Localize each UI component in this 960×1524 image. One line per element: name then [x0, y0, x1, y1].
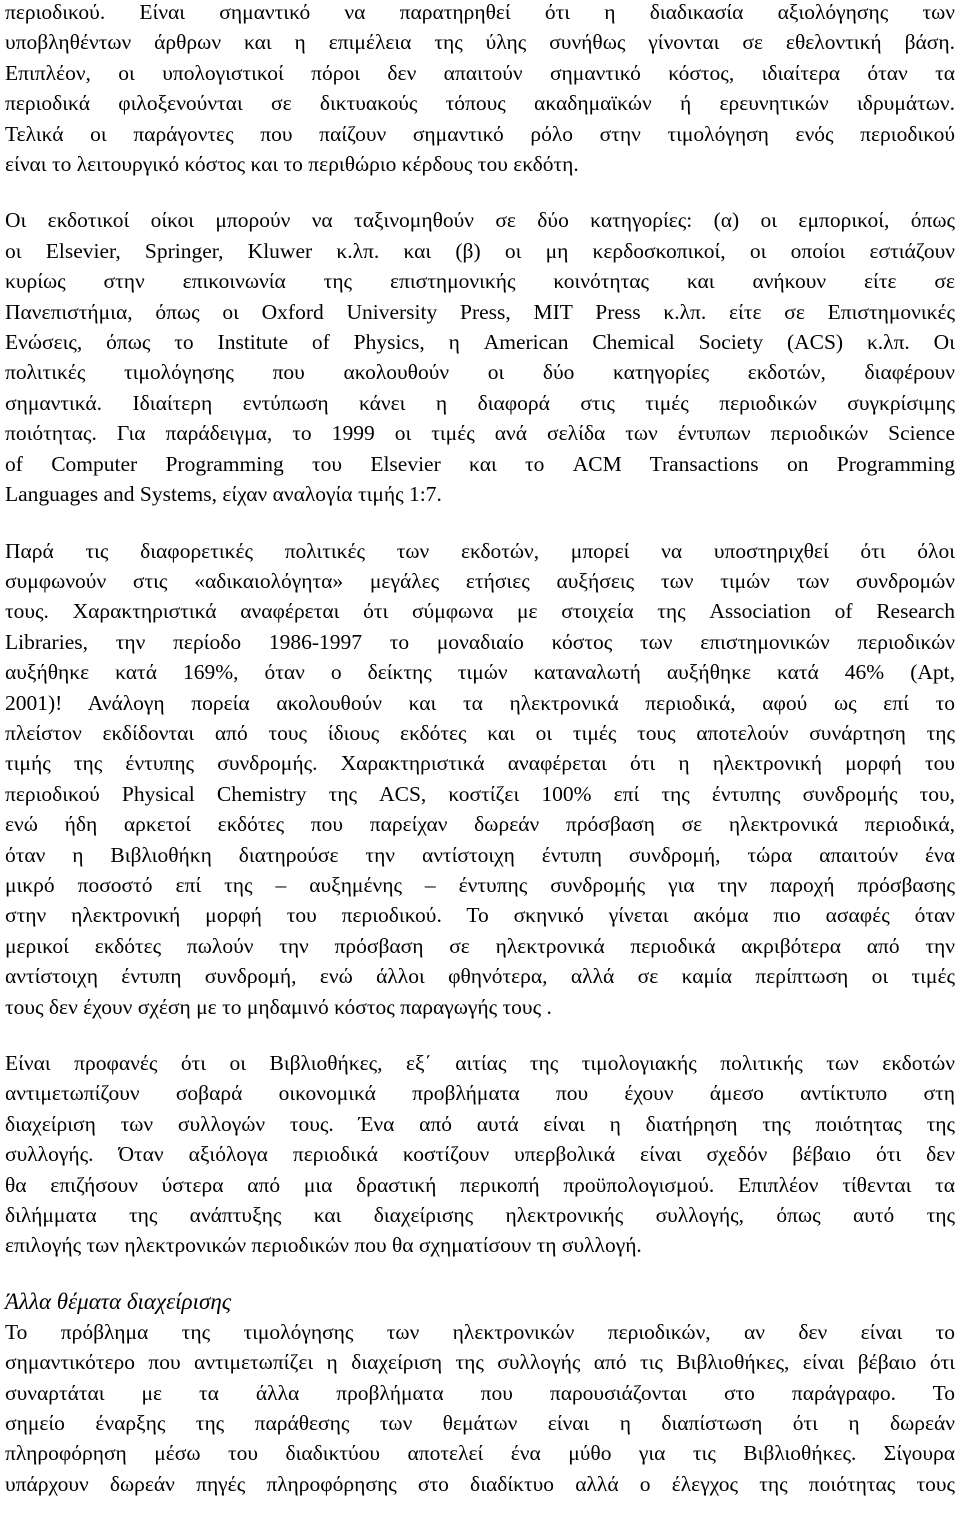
text-line: αντίστοιχη έντυπη συνδρομή, ενώ άλλοι φθηνότερα, αλλά σε καμία περίπτωση οι τιμές [5, 964, 955, 989]
text-line: όταν η Βιβλιοθήκη διατηρούσε την αντίστοιχη έντυπη συνδρομή, τώρα απαιτούν ένα [5, 842, 955, 867]
text-line: Πανεπιστήμια, όπως οι Oxford University Press, MIT Press κ.λπ. είτε σε Επιστημονικές [5, 299, 955, 324]
paragraph-4 [5, 1048, 955, 1261]
text-line: συλλογής. Όταν αξιόλογα περιοδικά κοστίζουν υπερβολικά είναι σχεδόν βέβαιο ότι δεν [5, 1142, 955, 1167]
text-line: σημαντικότερο που αντιμετωπίζει η διαχείριση της συλλογής από τις Βιβλιοθήκες, είναι βέβαιο ότι [5, 1350, 955, 1375]
text-line: Ενώσεις, όπως το Institute of Physics, η American Chemical Society (ACS) κ.λπ. Οι [5, 330, 955, 355]
text-line: θα επιζήσουν ύστερα από μια δραστική περικοπή προϋπολογισμού. Επιπλέον τίθενται τα [5, 1172, 955, 1197]
text-line: πολιτικές τιμολόγησης που ακολουθούν οι δύο κατηγορίες εκδοτών, διαφέρουν [5, 360, 955, 385]
text-line: συμφωνούν στις «αδικαιολόγητα» μεγάλες ετήσιες αυξήσεις των τιμών των συνδρομών [5, 568, 955, 593]
text-line: τους δεν έχουν σχέση με το μηδαμινό κόστος παραγωγής τους . [5, 994, 552, 1019]
text-line: επιλογής των ηλεκτρονικών περιοδικών που θα σχηματίσουν τη συλλογή. [5, 1233, 642, 1258]
text-line: περιοδικού Physical Chemistry της ACS, κοστίζει 100% επί της έντυπης συνδρομής του, [5, 781, 955, 806]
text-line: υπάρχουν δωρεάν πηγές πληροφόρησης στο διαδίκτυο αλλά ο έλεγχος της ποιότητας τους [5, 1471, 955, 1496]
text-line: είναι το λειτουργικό κόστος και το περιθώριο κέρδους του εκδότη. [5, 152, 579, 177]
text-line: περιοδικού. Είναι σημαντικό να παρατηρηθεί ότι η διαδικασία αξιολόγησης των [5, 0, 955, 24]
text-line: οι Elsevier, Springer, Kluwer κ.λπ. και (β) οι μη κερδοσκοπικοί, οι οποίοι εστιάζουν [5, 238, 955, 263]
text-line: Libraries, την περίοδο 1986-1997 το μοναδιαίο κόστος των επιστημονικών περιοδικών [5, 629, 955, 654]
text-line: διαχείριση των συλλογών τους. Ένα από αυτά είναι η διατήρηση της ποιότητας της [5, 1111, 955, 1136]
text-line: Το πρόβλημα της τιμολόγησης των ηλεκτρονικών περιοδικών, αν δεν είναι το [5, 1319, 955, 1344]
paragraph-2 [5, 205, 955, 509]
text-line: of Computer Programming του Elsevier και το ACM Transactions on Programming [5, 451, 955, 476]
section-heading: Άλλα θέματα διαχείρισης [5, 1288, 232, 1314]
text-line: σημείο έναρξης της παράθεσης των θεμάτων είναι η διαπίστωση ότι η δωρεάν [5, 1411, 955, 1436]
text-line: Languages and Systems, είχαν αναλογία τιμής 1:7. [5, 482, 442, 507]
text-line: κυρίως στην επικοινωνία της επιστημονικής κοινότητας και ανήκουν είτε σε [5, 269, 955, 294]
text-line: Είναι προφανές ότι οι Βιβλιοθήκες, εξ΄ αιτίας της τιμολογιακής πολιτικής των εκδοτών [5, 1051, 955, 1075]
text-line: Παρά τις διαφορετικές πολιτικές των εκδοτών, μπορεί να υποστηριχθεί ότι όλοι [5, 538, 955, 563]
text-line: Επιπλέον, οι υπολογιστικοί πόροι δεν απαιτούν σημαντικό κόστος, ιδιαίτερα όταν τα [5, 60, 955, 85]
text-line: στην ηλεκτρονική μορφή του περιοδικού. Το σκηνικό γίνεται ακόμα πιο ασαφές όταν [5, 903, 955, 928]
text-line: Οι εκδοτικοί οίκοι μπορούν να ταξινομηθούν σε δύο κατηγορίες: (α) οι εμπορικοί, όπως [5, 208, 955, 233]
text-line: τιμής της έντυπης συνδρομής. Χαρακτηριστικά αναφέρεται ότι η ηλεκτρονική μορφή του [5, 751, 955, 776]
text-line: τους. Χαρακτηριστικά αναφέρεται ότι σύμφωνα με στοιχεία της Association of Research [5, 599, 955, 624]
text-line: αντιμετωπίζουν σοβαρά οικονομικά προβλήματα που έχουν άμεσο αντίκτυπο στη [5, 1081, 955, 1106]
section-paragraph [5, 1317, 955, 1499]
text-line: ποιότητας. Για παράδειγμα, το 1999 οι τιμές ανά σελίδα των έντυπων περιοδικών Science [5, 421, 955, 446]
paragraph-1 [5, 0, 955, 179]
text-line: 2001)! Ανάλογη πορεία ακολουθούν και τα ηλεκτρονικά περιοδικά, αφού ως επί το [5, 690, 955, 715]
text-line: πλείστον εκδίδονται από τους ίδιους εκδότες και οι τιμές τους αποτελούν συνάρτηση της [5, 720, 955, 745]
text-line: υποβληθέντων άρθρων και η επιμέλεια της ύλης συνήθως γίνονται σε εθελοντική βάση. [5, 30, 955, 55]
text-line: διλήμματα της ανάπτυξης και διαχείρισης ηλεκτρονικής συλλογής, όπως αυτό της [5, 1203, 955, 1228]
text-line: περιοδικά φιλοξενούνται σε δικτυακούς τόπους ακαδημαϊκών ή ερευνητικών ιδρυμάτων. [5, 91, 955, 116]
text-line: μικρό ποσοστό επί της – αυξημένης – έντυπης συνδρομής για την παροχή πρόσβασης [5, 872, 955, 897]
text-line: ενώ ήδη αρκετοί εκδότες που παρείχαν δωρεάν πρόσβαση σε ηλεκτρονικά περιοδικά, [5, 812, 955, 837]
text-line: μερικοί εκδότες πωλούν την πρόσβαση σε ηλεκτρονικά περιοδικά ακριβότερα από την [5, 933, 955, 958]
text-line: αυξήθηκε κατά 169%, όταν ο δείκτης τιμών καταναλωτή αυξήθηκε κατά 46% (Apt, [5, 660, 955, 685]
text-line: Τελικά οι παράγοντες που παίζουν σημαντικό ρόλο στην τιμολόγηση ενός περιοδικού [5, 121, 955, 146]
text-line: σημαντικά. Ιδιαίτερη εντύπωση κάνει η διαφορά στις τιμές περιοδικών συγκρίσιμης [5, 390, 955, 415]
paragraph-3 [5, 536, 955, 1023]
text-line: πληροφόρηση μέσω του διαδικτύου αποτελεί ένα μύθο για τις Βιβλιοθήκες. Σίγουρα [5, 1441, 955, 1466]
document-page [5, 0, 955, 1499]
text-line: συναρτάται με τα άλλα προβλήματα που παρουσιάζονται στο παράγραφο. Το [5, 1380, 955, 1405]
